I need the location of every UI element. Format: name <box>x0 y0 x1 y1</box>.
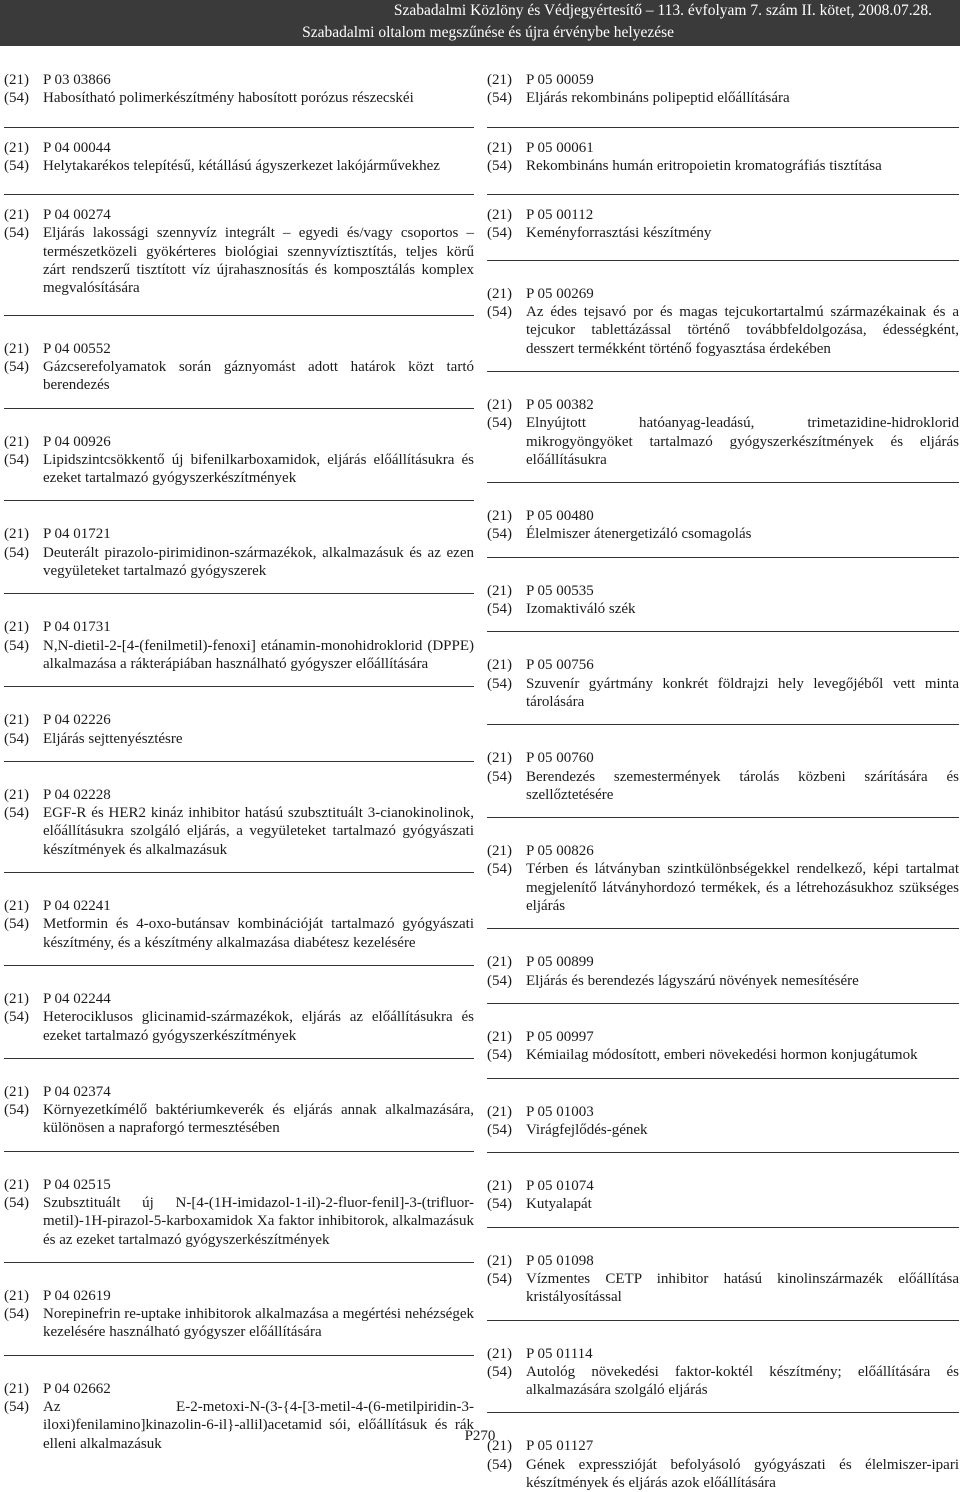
entry-separator <box>487 482 959 483</box>
patent-entry <box>487 582 959 619</box>
entry-separator <box>487 557 959 558</box>
patent-entry <box>4 139 474 176</box>
field-code-21: (21) <box>4 526 29 543</box>
entry-separator <box>487 371 959 372</box>
field-code-54: (54) <box>487 304 512 321</box>
patent-title: Helytakarékos telepítésű, kétállású ágyszerkezet lakójárművekhez <box>43 157 440 174</box>
patent-number: P 04 00274 <box>43 207 111 224</box>
entry-separator <box>4 872 474 873</box>
patent-title: Habosítható polimerkészítmény habosított porózus részecskéi <box>43 90 414 107</box>
patent-title: Virágfejlődés-gének <box>526 1121 648 1138</box>
patent-number-row <box>487 206 959 224</box>
patent-entry <box>4 1176 474 1249</box>
entry-separator <box>4 965 474 966</box>
patent-number: P 05 01114 <box>526 1345 593 1362</box>
patent-title: Lipidszintcsökkentő új bifenilkarboxamidok, eljárás előállításukra és ezeket tartalmazó gyógyszerkészítmények <box>43 451 474 487</box>
patent-title-row <box>4 1194 474 1249</box>
field-code-21: (21) <box>487 582 512 599</box>
patent-title-row <box>487 89 959 107</box>
patent-number-row <box>487 1345 959 1363</box>
field-code-54: (54) <box>4 1399 29 1416</box>
patent-entry <box>4 618 474 673</box>
field-code-21: (21) <box>487 1103 512 1120</box>
patent-title: Rekombináns humán eritropoietin kromatográfiás tisztítása <box>526 157 882 174</box>
field-code-21: (21) <box>4 72 29 88</box>
patent-number: P 05 00535 <box>526 582 594 599</box>
patent-entry <box>487 285 959 358</box>
entry-separator <box>4 194 474 195</box>
patent-number: P 05 00059 <box>526 72 594 88</box>
patent-number: P 05 00112 <box>526 207 594 224</box>
left-column <box>4 71 474 1453</box>
patent-number-row <box>487 139 959 157</box>
patent-number-row <box>4 525 474 543</box>
page-header <box>0 0 960 46</box>
patent-title-row <box>4 730 474 748</box>
patent-entry <box>487 206 959 243</box>
patent-title: Eljárás és berendezés lágyszárú növények nemesítésére <box>526 972 859 989</box>
field-code-54: (54) <box>487 861 512 878</box>
patent-title-row <box>487 600 959 618</box>
patent-number-row <box>487 507 959 525</box>
patent-title-row <box>487 972 959 990</box>
patent-number: P 04 02241 <box>43 898 111 915</box>
field-code-54: (54) <box>487 90 512 107</box>
patent-number: P 05 00826 <box>526 843 594 860</box>
patent-number-row <box>487 749 959 767</box>
patent-entry <box>487 1177 959 1214</box>
patent-title-row <box>487 157 959 175</box>
patent-title: Keményforrasztási készítmény <box>526 225 712 242</box>
patent-title: Szubsztituált új N-[4-(1H-imidazol-1-il)-2-fluor-fenil]-3-(trifluor-metil)-1H-pirazol-5-karboxamidok Xa faktor inhibitorok, alkalmazásuk és az ezeket tartalmazó gyógyszerkészítmények <box>43 1194 474 1248</box>
field-code-21: (21) <box>4 786 29 803</box>
patent-title: Berendezés szemestermények tárolás közbeni szárítására és szellőztetésére <box>526 768 959 803</box>
patent-number: P 05 00061 <box>526 139 594 156</box>
field-code-54: (54) <box>4 805 29 822</box>
patent-title-row <box>4 544 474 581</box>
patent-title-row <box>487 1046 959 1064</box>
field-code-54: (54) <box>487 1196 512 1213</box>
patent-number-row <box>4 139 474 157</box>
patent-title: Autológ növekedési faktor-koktél készítmény; előállítására és alkalmazására szolgáló eljárás <box>526 1363 959 1399</box>
patent-number-row <box>4 1176 474 1194</box>
patent-entry <box>487 953 959 990</box>
patent-number: P 04 02515 <box>43 1176 111 1193</box>
patent-title-row <box>487 675 959 712</box>
page-number: P270 <box>464 1428 496 1444</box>
patent-entry <box>4 206 474 297</box>
entry-separator <box>4 1262 474 1263</box>
field-code-54: (54) <box>4 544 29 561</box>
patent-entry <box>4 1287 474 1342</box>
patent-number-row <box>4 1287 474 1305</box>
entry-separator <box>487 928 959 929</box>
patent-number: P 05 01098 <box>526 1252 594 1269</box>
patent-title: Eljárás sejttenyésztésre <box>43 730 183 747</box>
patent-entry <box>4 1083 474 1138</box>
field-code-54: (54) <box>4 1194 29 1211</box>
patent-title: Az édes tejsavó por és magas tejcukortartalmú származékainak és a tejcukor tablettázással történő továbbfeldolgozása, édességként, desszert termékként történő fogyasztása érdekében <box>526 304 959 357</box>
patent-title: Szuvenír gyártmány konkrét földrajzi hely levegőjéből vett minta tárolására <box>526 675 959 710</box>
field-code-54: (54) <box>487 601 512 618</box>
patent-title: Kutyalapát <box>526 1196 592 1213</box>
patent-number: P 04 00044 <box>43 139 111 156</box>
patent-entry <box>4 990 474 1045</box>
field-code-21: (21) <box>487 843 512 860</box>
patent-number-row <box>487 656 959 674</box>
field-code-21: (21) <box>487 954 512 971</box>
entry-separator <box>487 724 959 725</box>
field-code-21: (21) <box>487 1178 512 1195</box>
patent-number: P 04 02374 <box>43 1083 111 1100</box>
field-code-21: (21) <box>4 1176 29 1193</box>
entry-separator <box>487 1078 959 1079</box>
field-code-54: (54) <box>487 768 512 785</box>
patent-title-row <box>4 804 474 859</box>
entry-separator <box>487 1412 959 1413</box>
patent-title-row <box>4 157 474 175</box>
field-code-21: (21) <box>487 396 512 413</box>
patent-number-row <box>4 618 474 636</box>
patent-number-row <box>4 990 474 1008</box>
entry-separator <box>487 817 959 818</box>
patent-entry <box>4 433 474 488</box>
field-code-54: (54) <box>4 1306 29 1323</box>
patent-number-row <box>4 1083 474 1101</box>
patent-number: P 04 01731 <box>43 619 111 636</box>
field-code-54: (54) <box>487 1270 512 1287</box>
patent-title-row <box>487 1270 959 1307</box>
journal-title: Szabadalmi Közlöny és Védjegyértesítő – 113. évfolyam 7. szám II. kötet, 2008.07.28. <box>393 2 932 19</box>
field-code-54: (54) <box>487 526 512 543</box>
field-code-54: (54) <box>487 1363 512 1380</box>
patent-number-row <box>4 1380 474 1398</box>
field-code-21: (21) <box>487 72 512 88</box>
entry-separator <box>4 1355 474 1356</box>
patent-entry <box>4 525 474 580</box>
patent-number-row <box>487 71 959 89</box>
patent-number-row <box>4 786 474 804</box>
patent-number: P 05 00269 <box>526 285 594 302</box>
patent-entry <box>487 1103 959 1140</box>
patent-number: P 04 01721 <box>43 526 111 543</box>
field-code-21: (21) <box>487 207 512 224</box>
field-code-54: (54) <box>4 451 29 468</box>
patent-number: P 05 00480 <box>526 508 594 525</box>
field-code-54: (54) <box>4 916 29 933</box>
entry-separator <box>4 500 474 501</box>
patent-title-row <box>487 1195 959 1213</box>
field-code-54: (54) <box>4 90 29 107</box>
patent-entry <box>4 897 474 952</box>
patent-number-row <box>487 1252 959 1270</box>
entry-separator <box>4 408 474 409</box>
patent-entry <box>487 1345 959 1400</box>
entry-separator <box>487 631 959 632</box>
patent-number-row <box>4 71 474 89</box>
patent-title: Élelmiszer átenergetizáló csomagolás <box>526 526 752 543</box>
patent-title: Deuterált pirazolo-pirimidinon-származékok, alkalmazásuk és az ezen vegyületeket tartalmazó gyógyszerek <box>43 544 474 580</box>
patent-title-row <box>487 1363 959 1400</box>
patent-number: P 05 00756 <box>526 657 594 674</box>
field-code-21: (21) <box>487 285 512 302</box>
patent-entry <box>487 1028 959 1065</box>
patent-title-row <box>4 451 474 488</box>
patent-title-row <box>4 1101 474 1138</box>
patent-title: N,N-dietil-2-[4-(fenilmetil)-fenoxi] etánamin-monohidroklorid (DPPE) alkalmazása a rákterápiában használható gyógyszer előállítására <box>43 637 474 672</box>
patent-number: P 04 02228 <box>43 786 111 803</box>
field-code-54: (54) <box>4 358 29 375</box>
patent-title: Gázcserefolyamatok során gáznyomást adott határok közt tartó berendezés <box>43 358 474 394</box>
field-code-21: (21) <box>4 712 29 729</box>
field-code-21: (21) <box>4 340 29 357</box>
field-code-21: (21) <box>4 1380 29 1397</box>
patent-title-row <box>4 358 474 395</box>
patent-number: P 05 00382 <box>526 396 594 413</box>
field-code-54: (54) <box>487 675 512 692</box>
patent-title-row <box>4 1008 474 1045</box>
patent-title: Heterociklusos glicinamid-származékok, eljárás az előállításukra és ezeket tartalmazó gyógyszerkészítmények <box>43 1009 474 1044</box>
field-code-21: (21) <box>487 1028 512 1045</box>
field-code-54: (54) <box>487 415 512 432</box>
patent-entry <box>487 656 959 711</box>
field-code-21: (21) <box>487 1252 512 1269</box>
patent-number: P 03 03866 <box>43 72 111 88</box>
patent-title-row <box>4 89 474 107</box>
field-code-54: (54) <box>487 972 512 989</box>
patent-number-row <box>4 897 474 915</box>
patent-entry <box>487 1437 959 1492</box>
field-code-21: (21) <box>487 1438 512 1455</box>
patent-number: P 04 02244 <box>43 990 111 1007</box>
entry-separator <box>4 761 474 762</box>
patent-title: Gének expresszióját befolyásoló gyógyászati és élelmiszer-ipari készítmények és eljárás azok előállítására <box>526 1456 959 1492</box>
patent-number-row <box>4 206 474 224</box>
patent-title-row <box>487 768 959 805</box>
patent-title-row <box>487 525 959 543</box>
field-code-21: (21) <box>4 433 29 450</box>
entry-separator <box>487 260 959 261</box>
field-code-54: (54) <box>487 1456 512 1473</box>
patent-number-row <box>487 285 959 303</box>
patent-title: Térben és látványban szintkülönbségekkel rendelkező, képi tartalmat megjelenítő látványhordozó termékek, és a létrehozásukhoz szükséges eljárás <box>526 861 959 915</box>
patent-title: Metformin és 4-oxo-butánsav kombinációját tartalmazó gyógyászati készítmény, és a készítmény alkalmazása diabétesz kezelésére <box>43 916 474 951</box>
patent-entry <box>487 842 959 915</box>
field-code-21: (21) <box>487 657 512 674</box>
patent-number-row <box>4 711 474 729</box>
entry-separator <box>4 686 474 687</box>
field-code-21: (21) <box>4 990 29 1007</box>
patent-title: Kémiailag módosított, emberi növekedési hormon konjugátumok <box>526 1047 918 1064</box>
patent-number-row <box>4 433 474 451</box>
field-code-54: (54) <box>4 1009 29 1026</box>
field-code-21: (21) <box>4 1083 29 1100</box>
patent-number-row <box>487 953 959 971</box>
patent-entry <box>487 139 959 176</box>
field-code-21: (21) <box>4 1287 29 1304</box>
patent-title: Vízmentes CETP inhibitor hatású kinolinszármazék előállítása kristályosítással <box>526 1270 959 1306</box>
patent-entry <box>487 1252 959 1307</box>
patent-number: P 05 00997 <box>526 1028 594 1045</box>
field-code-54: (54) <box>487 157 512 174</box>
field-code-54: (54) <box>4 637 29 654</box>
field-code-54: (54) <box>487 225 512 242</box>
patent-number-row <box>487 842 959 860</box>
patent-title-row <box>487 224 959 242</box>
field-code-54: (54) <box>487 1047 512 1064</box>
patent-entry <box>4 340 474 395</box>
field-code-54: (54) <box>487 1121 512 1138</box>
patent-number: P 05 00760 <box>526 750 594 767</box>
field-code-54: (54) <box>4 730 29 747</box>
section-title: Szabadalmi oltalom megszűnése és újra érvénybe helyezése <box>302 24 674 41</box>
entry-separator <box>4 127 474 128</box>
field-code-21: (21) <box>4 207 29 224</box>
right-column <box>487 71 959 1492</box>
field-code-21: (21) <box>487 750 512 767</box>
patent-title: Elnyújtott hatóanyag-leadású, trimetazidine-hidroklorid mikrogyöngyöket tartalmazó gyógyszerkészítmények és eljárás előállításukra <box>526 415 959 468</box>
field-code-54: (54) <box>4 1102 29 1119</box>
entry-separator <box>487 194 959 195</box>
patent-number: P 04 02662 <box>43 1380 111 1397</box>
field-code-54: (54) <box>4 225 29 242</box>
entry-separator <box>487 1152 959 1153</box>
field-code-21: (21) <box>487 139 512 156</box>
patent-number-row <box>487 396 959 414</box>
patent-title-row <box>4 224 474 297</box>
patent-title: Norepinefrin re-uptake inhibitorok alkalmazása a megértési nehézségek kezelésére használható gyógyszer előállítására <box>43 1306 474 1341</box>
patent-title-row <box>487 1456 959 1492</box>
patent-number-row <box>487 1177 959 1195</box>
field-code-54: (54) <box>4 157 29 174</box>
patent-title: EGF-R és HER2 kináz inhibitor hatású szubsztituált 3-cianokinolinok, előállításukra szolgáló eljárás, a vegyületeket tartalmazó gyógyászati készítmények és alkalmazásuk <box>43 805 474 858</box>
patent-number: P 05 01074 <box>526 1178 594 1195</box>
entry-separator <box>4 593 474 594</box>
entry-separator <box>487 1003 959 1004</box>
patent-title: Eljárás rekombináns polipeptid előállítására <box>526 90 790 107</box>
patent-number-row <box>4 340 474 358</box>
patent-title-row <box>487 303 959 358</box>
entry-separator <box>4 1058 474 1059</box>
patent-title-row <box>4 915 474 952</box>
entry-separator <box>487 1227 959 1228</box>
patent-title-row <box>487 414 959 469</box>
patent-title-row <box>487 1121 959 1139</box>
patent-number: P 05 01127 <box>526 1438 594 1455</box>
field-code-21: (21) <box>4 139 29 156</box>
patent-number-row <box>487 582 959 600</box>
field-code-21: (21) <box>4 619 29 636</box>
patent-number: P 04 00552 <box>43 340 111 357</box>
patent-title-row <box>487 860 959 915</box>
patent-number: P 05 00899 <box>526 954 594 971</box>
field-code-21: (21) <box>487 1345 512 1362</box>
patent-title: Környezetkímélő baktériumkeverék és eljárás annak alkalmazására, különösen a napraforgó termesztésében <box>43 1102 474 1137</box>
patent-title: Az E-2-metoxi-N-(3-{4-[3-metil-4-(6-metilpiridin-3-iloxi)fenilamino]kinazolin-6-il}-allil)acetamid sói, előállításuk és rák elleni alkalmazásuk <box>43 1399 474 1452</box>
patent-title-row <box>4 1305 474 1342</box>
patent-entry <box>4 786 474 859</box>
patent-entry <box>487 71 959 108</box>
patent-number-row <box>487 1028 959 1046</box>
patent-title-row <box>4 637 474 674</box>
patent-number: P 04 02619 <box>43 1287 111 1304</box>
entry-separator <box>487 127 959 128</box>
patent-entry <box>4 711 474 748</box>
entry-separator <box>4 1151 474 1152</box>
entry-separator <box>487 1320 959 1321</box>
patent-entry <box>487 507 959 544</box>
field-code-21: (21) <box>487 508 512 525</box>
patent-number: P 05 01003 <box>526 1103 594 1120</box>
patent-title: Eljárás lakossági szennyvíz integrált – egyedi és/vagy csoportos – természetközeli gyökérteres biológiai szennyvíztisztítás, teljes körű zárt rendszerű tisztított víz újrahasznosítás és komposztálás komplex megvalósítására <box>43 225 474 297</box>
field-code-21: (21) <box>4 898 29 915</box>
patent-entry <box>487 749 959 804</box>
patent-title: Izomaktiváló szék <box>526 601 636 618</box>
patent-number: P 04 02226 <box>43 712 111 729</box>
patent-entry <box>487 396 959 469</box>
patent-number: P 04 00926 <box>43 433 111 450</box>
patent-number-row <box>487 1103 959 1121</box>
entry-separator <box>4 315 474 316</box>
patent-entry <box>4 71 474 108</box>
